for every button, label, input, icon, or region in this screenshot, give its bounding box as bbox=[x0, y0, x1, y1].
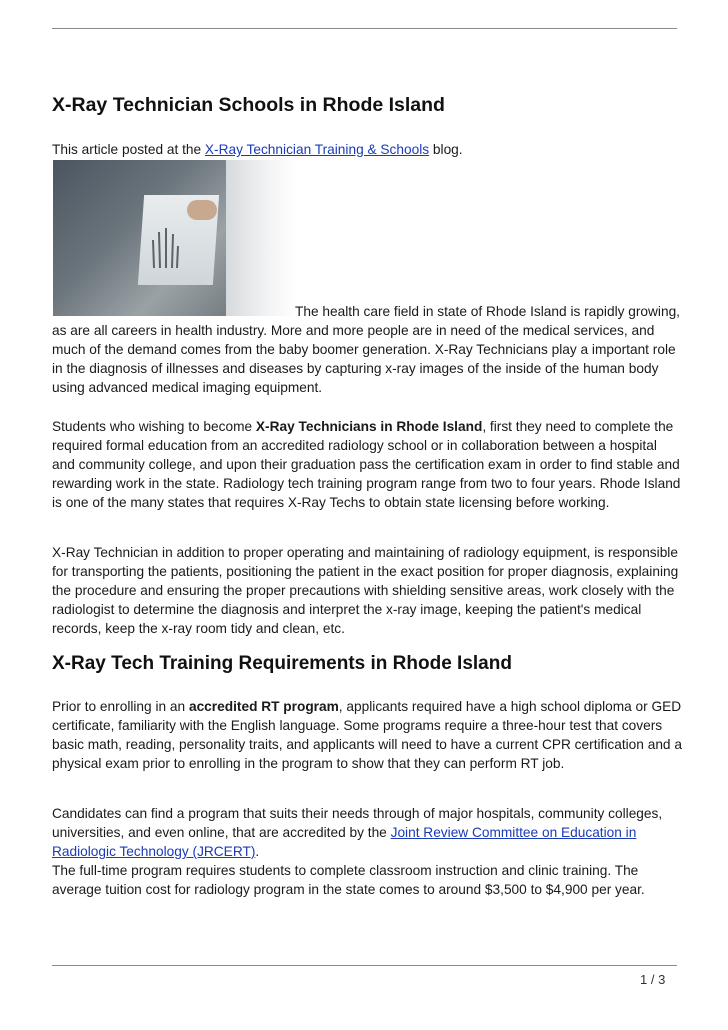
paragraph-2-prefix: Students who wishing to become bbox=[52, 419, 256, 434]
paragraph-4-suffix: , applicants required have a high school diploma or GED certificate, familiarity with the English language. Some programs require a three-hour test that covers basic math, reading, personality traits, and applicants will need to have a current CPR certification and a physical exam prior to enrolling in the program to show that they can perform RT job. bbox=[52, 699, 682, 771]
paragraph-1-text: The health care field in state of Rhode Island is rapidly growing, as are all careers in health industry. More and more people are in need of the medical services, and much of the demand comes from the baby boomer generation. X-Ray Technicians play a important role in the diagnosis of illnesses and diseases by capturing x-ray images of the inside of the human body using advanced medical imaging equipment. bbox=[52, 304, 680, 395]
paragraph-4-bold: accredited RT program bbox=[188, 699, 339, 714]
paragraph-5 bbox=[52, 804, 682, 899]
blog-link[interactable]: X-Ray Technician Training & Schools bbox=[204, 142, 430, 157]
lab-coat bbox=[226, 160, 296, 316]
jrcert-link[interactable]: Joint Review Committee on Education in Radiologic Technology (JRCERT) bbox=[52, 825, 637, 859]
paragraph-5-line2: The full-time program requires students to complete classroom instruction and clinic training. The average tuition cost for radiology program in the state comes to around $3,500 to $4,900 per year. bbox=[52, 863, 645, 897]
bottom-rule bbox=[52, 965, 677, 966]
paragraph-4-prefix: Prior to enrolling in an bbox=[52, 699, 189, 714]
paragraph-4 bbox=[52, 697, 682, 773]
page-number: 1 / 3 bbox=[640, 972, 666, 987]
xray-photo bbox=[53, 160, 296, 316]
paragraph-2-bold: X-Ray Technicians in Rhode Island bbox=[255, 419, 483, 434]
paragraph-5-suffix: . bbox=[255, 844, 260, 859]
top-rule bbox=[52, 28, 677, 29]
intro-prefix: This article posted at the bbox=[52, 142, 205, 157]
paragraph-3: X-Ray Technician in addition to proper operating and maintaining of radiology equipment, is responsible for transporting the patients, positioning the patient in the exact position for proper diagnosis, explaining the procedure and ensuring the proper precautions with shielding sensitive areas, work closely with the radiologist to determine the diagnosis and interpret the x-ray image, keeping the patient's medical records, keep the x-ray room tidy and clean, etc. bbox=[52, 545, 679, 636]
hand-pointing bbox=[187, 200, 217, 220]
section-heading: X-Ray Tech Training Requirements in Rhode Island bbox=[52, 653, 512, 674]
page-title: X-Ray Technician Schools in Rhode Island bbox=[52, 94, 445, 116]
paragraph-5-prefix: Candidates can find a program that suits their needs through of major hospitals, community colleges, universities, and even online, that are accredited by the bbox=[52, 806, 663, 840]
intro-line bbox=[52, 140, 682, 159]
paragraph-2-suffix: , first they need to complete the required formal education from an accredited radiology school or in collaboration between a hospital and community college, and upon their graduation pass the certification exam in order to find stable and rewarding work in the state. Radiology tech training program range from two to four years. Rhode Island is one of the many states that requires X-Ray Techs to obtain state licensing before working. bbox=[52, 419, 681, 510]
intro-suffix: blog. bbox=[429, 142, 463, 157]
paragraph-1 bbox=[52, 302, 682, 397]
paragraph-2 bbox=[52, 417, 682, 512]
hand-bones-graphic bbox=[149, 220, 179, 270]
